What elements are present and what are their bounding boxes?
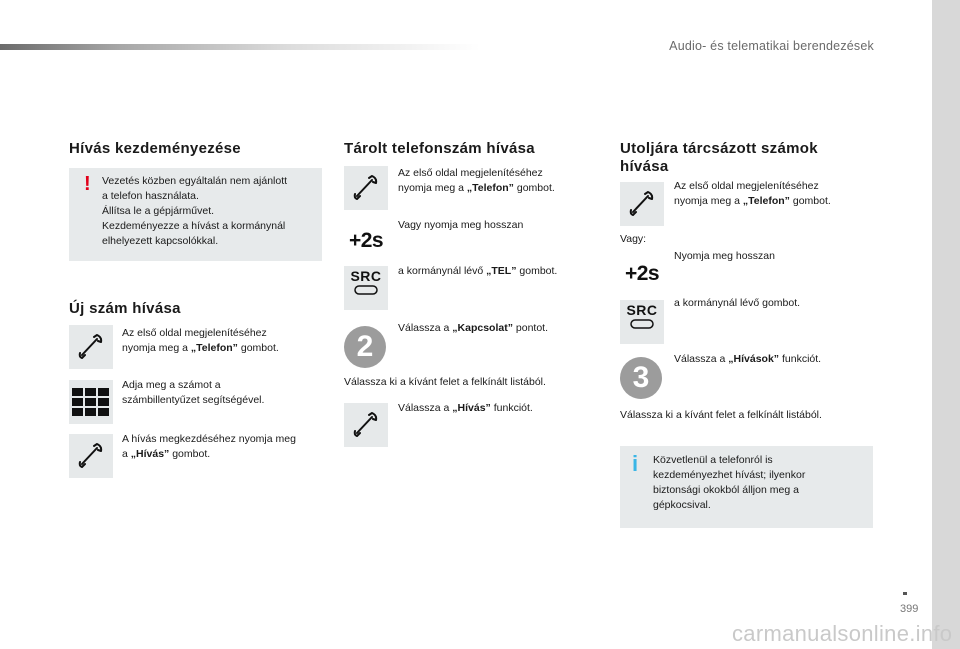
phone-button-icon-box (69, 325, 113, 369)
phone-button-icon-box (620, 182, 664, 226)
stored-select-text: Válassza ki a kívánt felet a felkínált listából. (344, 376, 546, 388)
heading-last-dialed: Utoljára tárcsázott számok hívása (620, 140, 818, 175)
stored-step5-text: Válassza a „Hívás” funkciót. (398, 402, 533, 414)
step-number-2: 2 (344, 326, 386, 368)
section-title: Audio- és telematikai berendezések (669, 39, 874, 53)
call-button-icon-box (69, 434, 113, 478)
new-number-step2-text: Adja meg a számot a számbillentyűzet segítségével. (122, 379, 265, 406)
info-icon: i (632, 451, 639, 476)
page-number: 399 (900, 603, 919, 615)
page-edge-tab (932, 0, 960, 649)
last-dialed-step1-text: Az első oldal megjelenítéséhez nyomja meg a „Telefon” gombot. (674, 180, 831, 207)
phone-button-icon-box (344, 166, 388, 210)
exclamation-icon: ! (84, 173, 91, 195)
src-button-box (344, 266, 388, 310)
phone-handset-icon (353, 412, 379, 438)
info-note (620, 446, 873, 528)
src-button-box (620, 300, 664, 344)
heading-call-initiation: Hívás kezdeményezése (69, 140, 241, 157)
warning-text: Vezetés közben egyáltalán nem ajánlott a telefon használata. Állítsa le a gépjárművet. Kezdeményezze a hívást a kormánynál elhelyezett kapcsolókkal. (102, 175, 288, 247)
heading-stored-number: Tárolt telefonszám hívása (344, 140, 535, 157)
last-dialed-step4-text: Válassza a „Hívások” funkciót. (674, 353, 822, 365)
src-button-icon: SRC (346, 269, 386, 307)
keypad-icon-box (69, 380, 113, 424)
phone-handset-icon (78, 334, 104, 360)
stored-step2-text: Vagy nyomja meg hosszan (398, 219, 524, 231)
stored-step3-text: a kormánynál lévő „TEL” gombot. (398, 265, 558, 277)
last-dialed-step3-text: a kormánynál lévő gombot. (674, 297, 801, 309)
header-rule (0, 44, 480, 50)
long-press-badge (344, 219, 388, 263)
call-button-icon-box (344, 403, 388, 447)
last-dialed-step2-text: Nyomja meg hosszan (674, 250, 775, 262)
info-text: Közvetlenül a telefonról is kezdeményezhet hívást; ilyenkor biztonsági okokból álljon meg a gépkocsival. (653, 454, 806, 511)
new-number-step3-text: A hívás megkezdéséhez nyomja meg a „Hívás” gombot. (122, 433, 296, 460)
phone-handset-icon (629, 191, 655, 217)
new-number-step1-text: Az első oldal megjelenítéséhez nyomja meg a „Telefon” gombot. (122, 327, 279, 354)
phone-handset-icon (78, 443, 104, 469)
keypad-icon (71, 387, 111, 417)
or-label: Vagy: (620, 233, 647, 245)
last-dialed-select-text: Válassza ki a kívánt felet a felkínált listából. (620, 409, 822, 421)
watermark: carmanualsonline.info (732, 621, 953, 646)
step-number-3: 3 (620, 357, 662, 399)
long-press-badge (620, 252, 664, 296)
src-button-icon: SRC (622, 303, 662, 341)
long-press-2s-icon: +2s (624, 262, 660, 285)
long-press-2s-icon: +2s (348, 229, 384, 252)
phone-handset-icon (353, 175, 379, 201)
warning-note (69, 168, 322, 261)
stored-step1-text: Az első oldal megjelenítéséhez nyomja meg a „Telefon” gombot. (398, 167, 555, 194)
stored-step4-text: Válassza a „Kapcsolat” pontot. (398, 322, 548, 334)
page-marker (903, 592, 907, 595)
heading-new-number: Új szám hívása (69, 300, 181, 317)
